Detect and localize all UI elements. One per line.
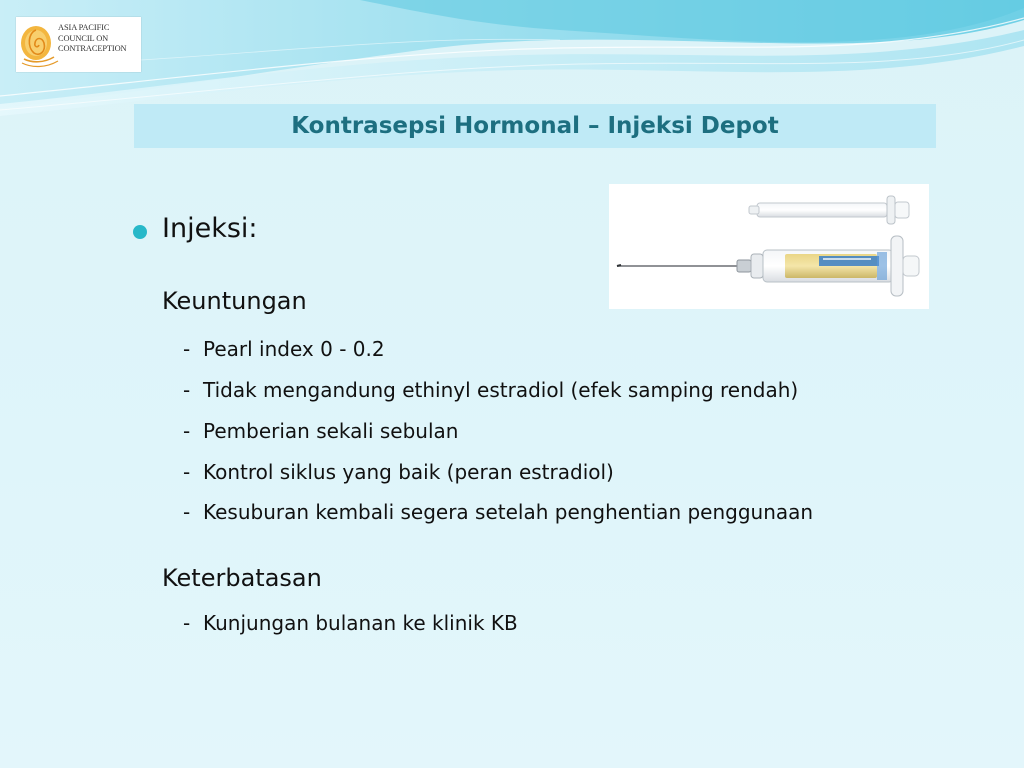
list-item-text: Kontrol siklus yang baik (peran estradiol)	[203, 460, 614, 484]
list-item	[183, 378, 798, 402]
dash-marker: -	[183, 337, 191, 361]
syringe-icon	[609, 184, 929, 309]
dash-marker: -	[183, 611, 191, 635]
list-item	[183, 500, 813, 524]
list-item-text: Kesuburan kembali segera setelah penghentian penggunaan	[203, 500, 814, 524]
list-item-text: Pemberian sekali sebulan	[203, 419, 459, 443]
logo-line-3: CONTRACEPTION	[58, 44, 127, 53]
advantages-heading: Keuntungan	[162, 287, 307, 315]
dash-marker: -	[183, 460, 191, 484]
title-bar	[134, 104, 936, 148]
list-item-text: Tidak mengandung ethinyl estradiol (efek samping rendah)	[203, 378, 799, 402]
limitations-heading: Keterbatasan	[162, 564, 322, 592]
dash-marker: -	[183, 500, 191, 524]
list-item	[183, 611, 518, 635]
list-item-text: Pearl index 0 - 0.2	[203, 337, 385, 361]
logo-line-1: ASIA PACIFIC	[58, 23, 110, 32]
dash-marker: -	[183, 378, 191, 402]
list-item	[183, 337, 385, 361]
list-item-text: Kunjungan bulanan ke klinik KB	[203, 611, 518, 635]
list-item	[183, 460, 614, 484]
dash-marker: -	[183, 419, 191, 443]
shell-logo-icon	[18, 19, 62, 70]
slide-title: Kontrasepsi Hormonal – Injeksi Depot	[291, 113, 779, 139]
asia-pacific-council-logo	[16, 17, 141, 72]
logo-text	[58, 23, 140, 55]
bullet-injeksi: Injeksi:	[162, 213, 258, 244]
list-item	[183, 419, 458, 443]
bullet-dot	[133, 225, 147, 239]
syringe-photo	[609, 184, 929, 309]
logo-line-2: COUNCIL ON	[58, 33, 109, 43]
